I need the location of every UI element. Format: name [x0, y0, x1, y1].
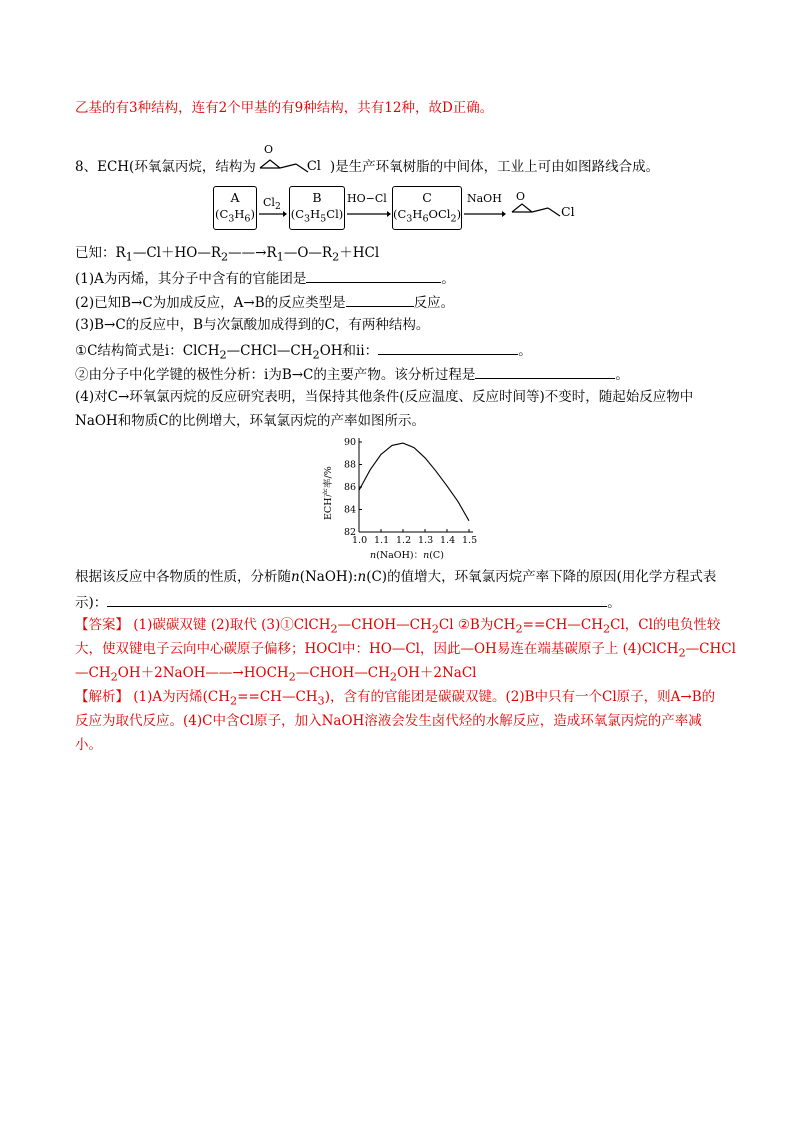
y-tick-label: 84	[344, 504, 357, 516]
known-reaction: 已知：$R_1—Cl+HO—R_2——\to R_1—O—R_2+HCl$	[75, 245, 380, 264]
x-tick-label: 1.3	[418, 535, 434, 546]
box-c-formula: $(C_3H_6OCl_2)$	[393, 207, 462, 225]
q3-2-answer-blank[interactable]	[475, 364, 615, 379]
product-ech	[508, 190, 588, 220]
box-b-formula: $(C_3H_5Cl)$	[290, 207, 344, 225]
x-tick-label: 1.2	[396, 535, 412, 546]
arrow-right-icon	[259, 206, 287, 226]
x-label-part: n	[370, 550, 377, 561]
q1-text: (1)A为丙烯，其分子中含有的官能团是	[75, 271, 307, 287]
answer-label: 【答案】	[75, 617, 129, 633]
q3-1-answer-blank[interactable]	[378, 340, 518, 355]
box-a-formula: $(C_3H_6)$	[214, 207, 256, 225]
question-2	[75, 292, 454, 312]
chart-ticks	[344, 437, 477, 546]
arrow-1-reagent: $Cl_2$	[263, 196, 281, 213]
box-b	[289, 186, 345, 230]
analysis-line3: 小。	[75, 737, 102, 753]
q4-answer-blank[interactable]	[107, 592, 607, 607]
q2-answer-blank[interactable]	[346, 292, 414, 307]
x-tick-label: 1.4	[440, 535, 456, 546]
q2-text-post: 反应。	[413, 295, 455, 311]
box-c	[392, 186, 462, 230]
box-c-label: C	[422, 190, 432, 205]
question-4-ask-line1: 根据该反应中各物质的性质，分析随n(NaOH):n(C)的值增大，环氧氯丙烷产率下降的原因(用化学方程式表	[75, 569, 717, 585]
x-label-part: (C)	[429, 550, 444, 561]
y-tick-label: 90	[344, 437, 357, 448]
epoxide-icon	[508, 190, 568, 220]
prev-answer-tail: 乙基的有3种结构，连有2个甲基的有9种结构，共有12种，故D正确。	[75, 100, 494, 116]
q1-period: 。	[441, 271, 455, 287]
q3-1-period: 。	[518, 343, 532, 359]
q8-intro-text-pre: 8、ECH(环氧氯丙烷，结构为	[75, 159, 256, 175]
q3-2-text: ②由分子中化学键的极性分析：ⅰ为B→C的主要产物。该分析过程是	[75, 367, 476, 383]
question-3-2	[75, 364, 629, 384]
question-4-line1: (4)对C→环氧氯丙烷的反应研究表明，当保持其他条件(反应温度、反应时间等)不变时，随起始反应物中	[75, 389, 694, 405]
y-tick-label: 82	[344, 527, 357, 538]
analysis-line2: 反应为取代反应。(4)C中含Cl原子，加入NaOH溶液会发生卤代烃的水解反应，造成环氧氯丙烷的产率减	[75, 713, 702, 729]
question-3: (3)B→C的反应中，B与次氯酸加成得到的C，有两种结构。	[75, 317, 430, 333]
question-3-1: ①C结构简式是ⅰ：$ClCH_2—CHCl—CH_2OH$和ⅱ： 。	[75, 340, 532, 365]
y-tick-label: 88	[344, 459, 357, 471]
x-tick-label: 1.1	[374, 535, 390, 546]
q1-answer-blank[interactable]	[306, 268, 441, 283]
answer-line3: $—CH_2OH+2NaOH——\to HOCH_2—CHOH—CH_2OH+2NaCl$	[75, 665, 477, 684]
analysis-label: 【解析】	[75, 689, 129, 705]
x-tick-label: 1.5	[462, 535, 478, 546]
arrow-3-reagent: NaOH	[467, 192, 502, 205]
yield-curve	[359, 443, 469, 521]
y-tick-label: 86	[344, 482, 357, 493]
q3-2-period: 。	[615, 367, 629, 383]
ech-structure-inline	[256, 143, 330, 176]
question-4-ask-line2	[75, 592, 621, 612]
question-4-line2: NaOH和物质C的比例增大，环氧氯丙烷的产率如图所示。	[75, 413, 426, 429]
question-1	[75, 268, 455, 288]
analysis-line1: 【解析】 (1)A为丙烯$(CH_2==CH—CH_3)$，含有的官能团是碳碳双键。(2)B中只有一个Cl原子，则A→B的	[75, 689, 716, 708]
q2-text-pre: (2)已知B→C为加成反应，A→B的反应类型是	[75, 295, 346, 311]
svg-text:O: O	[516, 190, 526, 203]
chart-x-axis-label	[370, 550, 444, 561]
arrow-2-reagent: HO−Cl	[347, 192, 387, 205]
answer-line1: 【答案】 (1)碳碳双键 (2)取代 $(3)①ClCH_2—CHOH—CH_2Cl$ ②B为$CH_2==CH—CH_2Cl$，Cl的电负性较	[75, 617, 721, 636]
box-a-label: A	[230, 190, 240, 205]
arrow-right-icon	[347, 206, 391, 226]
box-b-label: B	[312, 190, 322, 205]
ech-yield-chart	[315, 432, 515, 562]
x-label-part: n	[423, 550, 430, 561]
ech-cl-label: Cl	[306, 159, 321, 174]
x-tick-label: 1.0	[352, 535, 368, 546]
chart-axes	[359, 438, 473, 532]
box-a	[213, 186, 257, 230]
q4-period: 。	[607, 595, 621, 611]
chart-y-axis-label: ECH产率/%	[323, 466, 334, 520]
q4-text: 示)：	[75, 595, 108, 611]
question-8-intro	[75, 143, 660, 176]
product-cl-label: Cl	[561, 204, 575, 219]
arrow-right-icon	[464, 206, 506, 226]
answer-line2: 大，使双键电子云向中心碳原子偏移；HOCl中：HO—Cl，因此—OH易连在端基碳原子上 (4)ClCH$_2$—CHCl	[75, 641, 736, 660]
svg-text:O: O	[263, 143, 273, 156]
x-label-part: (NaOH)：	[376, 550, 424, 561]
q8-intro-text-post: )是生产环氧树脂的中间体，工业上可由如图路线合成。	[329, 159, 660, 175]
